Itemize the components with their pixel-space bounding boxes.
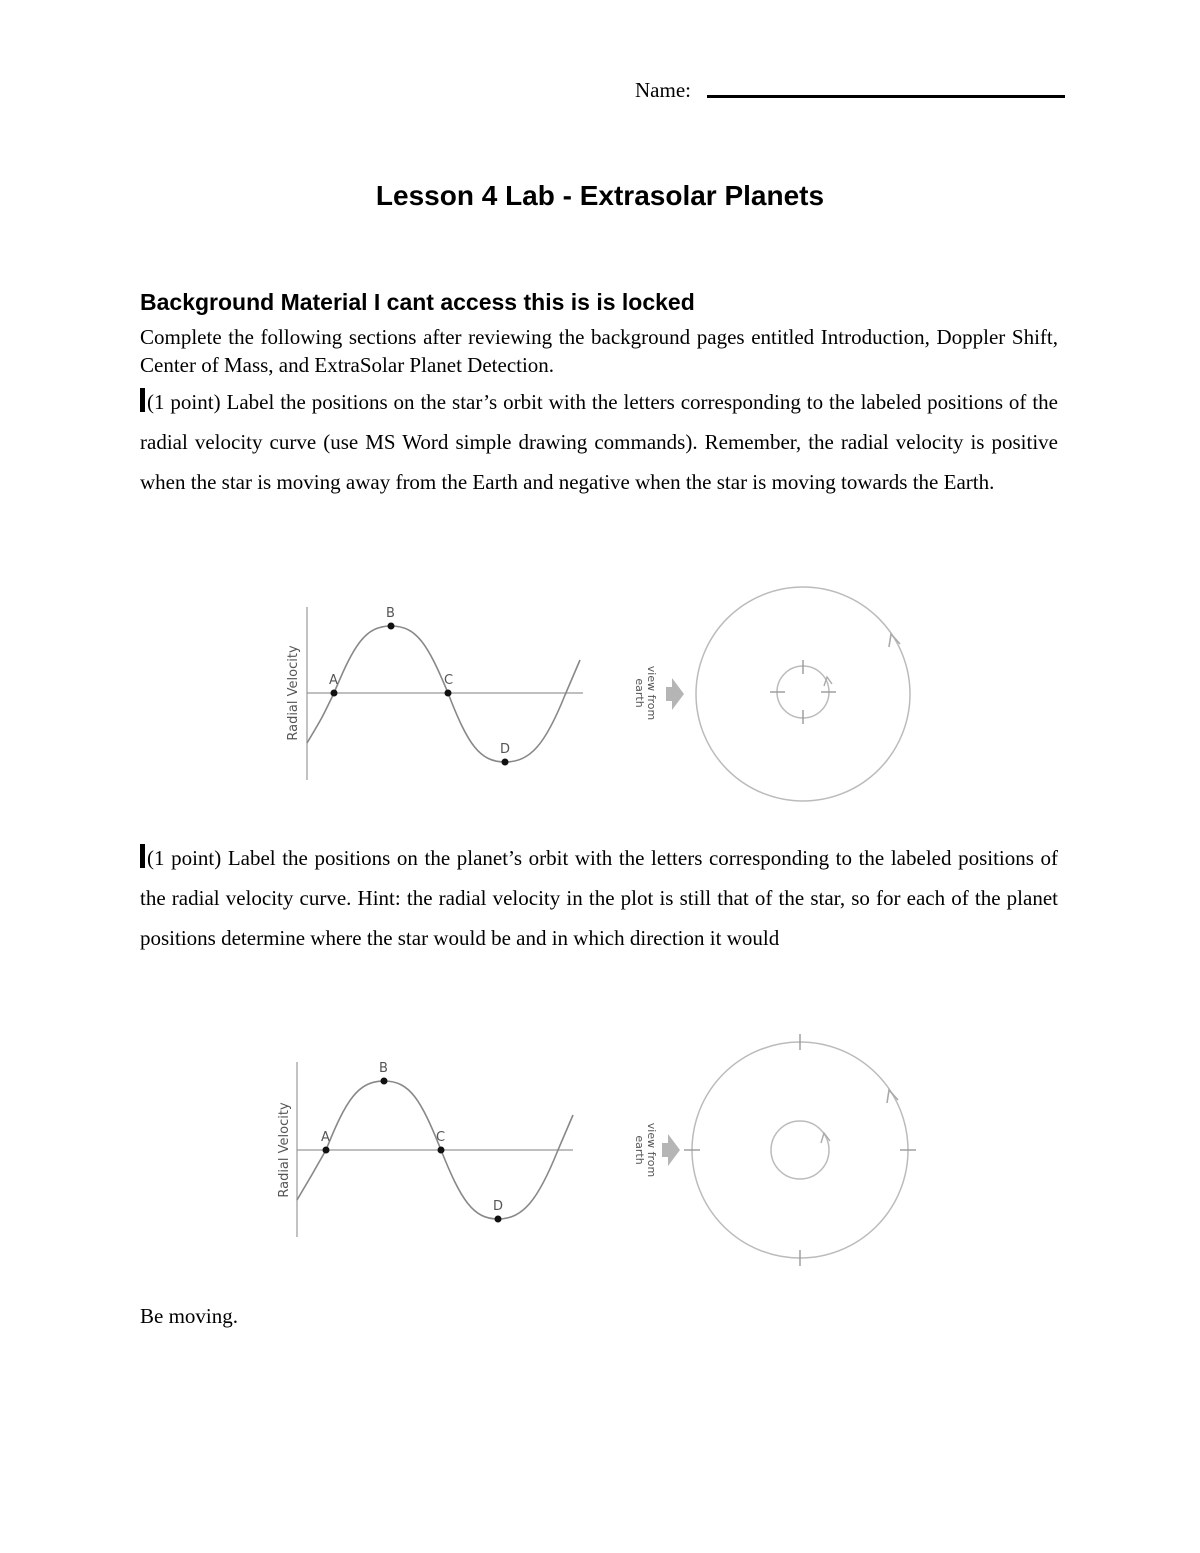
point-b [381,1078,388,1085]
label-b: B [386,606,395,621]
point-d [502,759,509,766]
label-b: B [379,1061,388,1076]
point-c [445,690,452,697]
figure-1 [270,598,920,810]
y-axis-label: Radial Velocity [277,1102,292,1198]
label-c: C [444,673,454,688]
section-intro: Complete the following sections after reviewing the background pages entitled Introduction, Doppler Shift, Center of Mass, and ExtraSolar Planet Detection. [140,325,1058,377]
question-1 [140,382,1058,502]
view-label-line-2: earth [633,678,646,708]
star-orbit [771,1121,829,1179]
label-a: A [321,1130,330,1145]
point-a [323,1147,330,1154]
earth-direction-arrow-icon [662,1134,680,1166]
point-b [388,623,395,630]
figure-2 [265,1025,925,1275]
closing-text: Be moving. [140,1304,238,1328]
label-d: D [500,742,511,757]
name-label: Name: [635,78,691,102]
label-c: C [436,1130,446,1145]
cursor-bar-icon [140,388,145,412]
view-from-earth-label [633,666,658,720]
question-2 [140,838,1058,958]
view-label-line-1: view from [645,665,658,721]
point-c [438,1147,445,1154]
question-1-text: (1 point) Label the positions on the star’s orbit with the letters corresponding to the labeled positions of the radial velocity curve (use MS Word simple drawing commands). Remember, the radial velocity is positive when the star is moving away from the Earth and negative when the star is moving towards the Earth. [140,390,1058,494]
name-input-line[interactable] [707,95,1065,98]
point-d [495,1216,502,1223]
cursor-bar-icon [140,844,145,868]
label-a: A [329,673,338,688]
earth-direction-arrow-icon [666,678,684,710]
planet-orbit [692,1042,908,1258]
section-heading: Background Material I cant access this is is locked [140,289,695,315]
page-title: Lesson 4 Lab - Extrasolar Planets [375,180,825,211]
view-label-line-2: earth [633,1135,646,1165]
view-label-line-1: view from [645,1122,658,1178]
question-2-text: (1 point) Label the positions on the planet’s orbit with the letters corresponding to the labeled positions of the radial velocity curve. Hint: the radial velocity in the plot is still that of the star, so for each of the planet positions determine where the star would be and in which direction it would [140,846,1058,950]
label-d: D [493,1199,504,1214]
star-orbit-arrow-icon [821,1133,830,1143]
radial-velocity-curve [307,626,580,762]
view-from-earth-label [633,1123,658,1177]
planet-orbit [696,587,910,801]
y-axis-label: Radial Velocity [286,645,301,741]
point-a [331,690,338,697]
